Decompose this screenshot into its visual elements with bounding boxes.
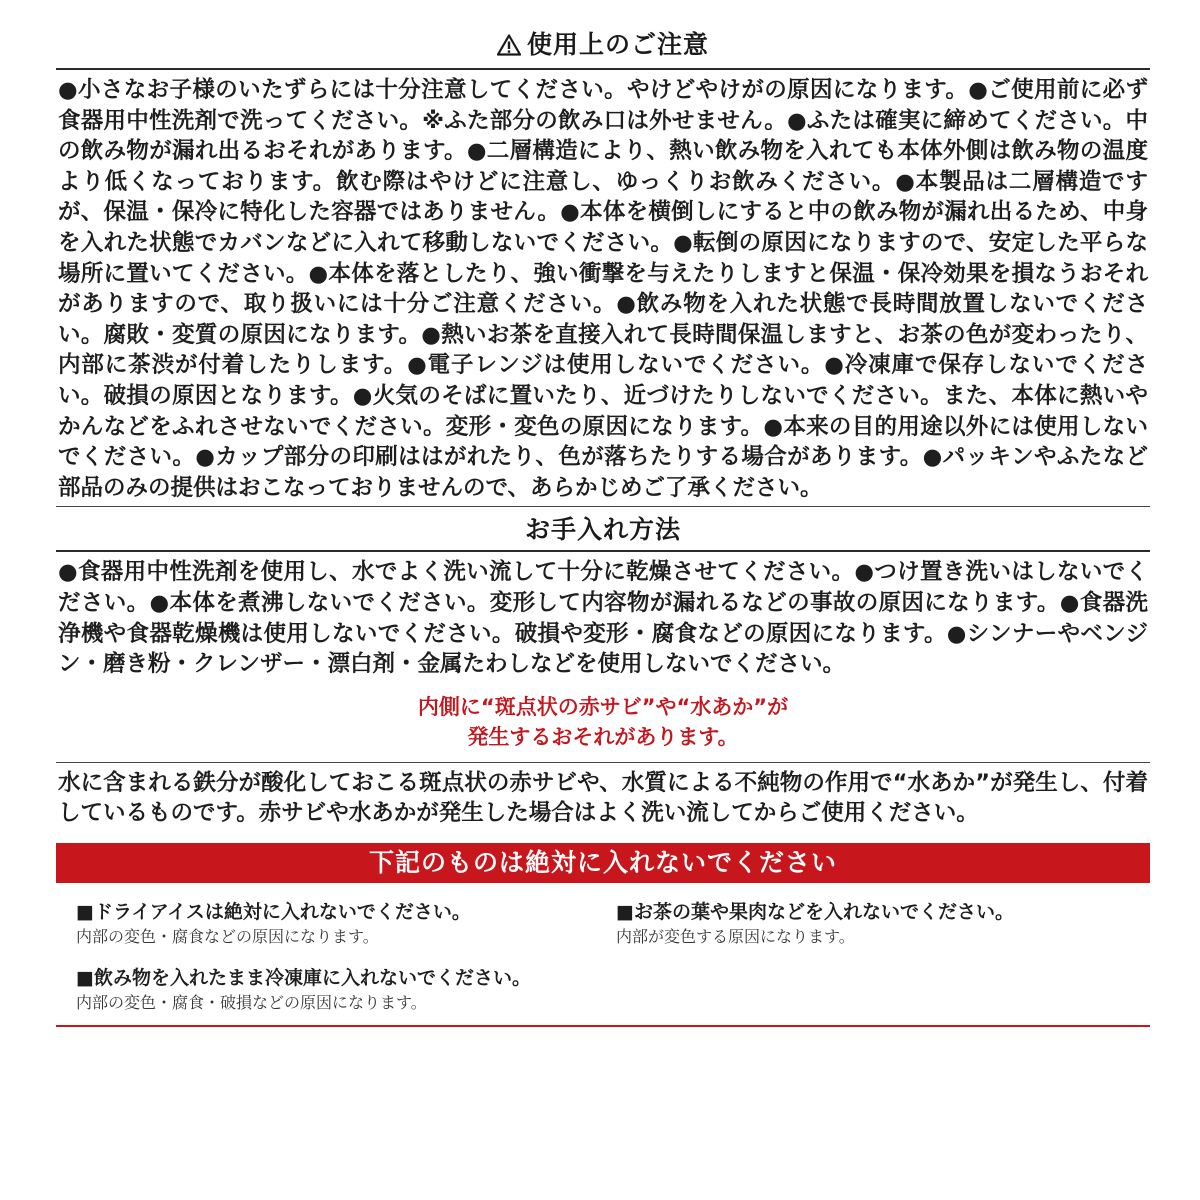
- warning-triangle-icon: [497, 31, 521, 65]
- prohibited-item: [76, 899, 616, 949]
- rust-warning-note: [56, 692, 1150, 752]
- prohibited-item: [616, 899, 1136, 949]
- divider: [56, 550, 1150, 552]
- divider: [56, 68, 1150, 70]
- caution-heading: [56, 0, 1150, 65]
- rust-warning-line-1: 内側に“斑点状の赤サビ”や“水あか”が: [417, 694, 789, 719]
- prohibited-item-reason: 内部が変色する原因になります。: [616, 926, 855, 946]
- prohibited-items: [56, 883, 1150, 1015]
- rust-explanation: 水に含まれる鉄分が酸化しておこる斑点状の赤サビや、水質による不純物の作用で“水あか”が発生し、付着しているものです。赤サビや水あかが発生した場合はよく洗い流してからご使用ください。: [58, 769, 1148, 827]
- rust-warning-line-2: 発生するおそれがあります。: [467, 724, 739, 749]
- divider: [56, 762, 1150, 763]
- prohibited-item-reason: 内部の変色・腐食・破損などの原因になります。: [76, 992, 427, 1012]
- prohibited-item-reason: 内部の変色・腐食などの原因になります。: [76, 926, 379, 946]
- prohibited-item-head: ■飲み物を入れたまま冷凍庫に入れないでください。: [76, 966, 531, 989]
- prohibited-item: [76, 965, 616, 1015]
- divider: [56, 506, 1150, 507]
- care-body: ●食器用中性洗剤を使用し、水でよく洗い流して十分に乾燥させてください。●つけ置き洗いはしないでください。●本体を煮沸しないでください。変形して内容物が漏れるなどの事故の原因になります。●食器洗浄機や食器乾燥機は使用しないでください。破損や変形・腐食などの原因になります。●シンナーやベンジン・磨き粉・クレンザー・漂白剤・金属たわしなどを使用しないでください。: [58, 559, 1148, 678]
- prohibited-item-head: ■ドライアイスは絶対に入れないでください。: [76, 900, 471, 923]
- caution-body: ●小さなお子様のいたずらには十分注意してください。やけどやけがの原因になります。●ご使用前に必ず食器用中性洗剤で洗ってください。※ふた部分の飲み口は外せません。●ふたは確実に締めてください。中の飲み物が漏れ出るおそれがあります。●二層構造により、熱い飲み物を入れても本体外側は飲み物の温度より低くなっております。飲む際はやけどに注意し、ゆっくりお飲みください。●本製品は二層構造ですが、保温・保冷に特化した容器ではありません。●本体を横倒しにすると中の飲み物が漏れ出るため、中身を入れた状態でカバンなどに入れて移動しないでください。●転倒の原因になりますので、安定した平らな場所に置いてください。●本体を落としたり、強い衝撃を与えたりしますと保温・保冷効果を損なうおそれがありますので、取り扱いには十分ご注意ください。●飲み物を入れた状態で長時間放置しないでください。腐敗・変質の原因になります。●熱いお茶を直接入れて長時間保温しますと、お茶の色が変わったり、内部に茶渋が付着したりします。●電子レンジは使用しないでください。●冷凍庫で保存しないでください。破損の原因となります。●火気のそばに置いたり、近づけたりしないでください。また、本体に熱いやかんなどをふれさせないでください。変形・変色の原因になります。●本来の目的用途以外には使用しないでください。●カップ部分の印刷ははがれたり、色が落ちたりする場合があります。●パッキンやふたなど部品のみの提供はおこなっておりませんので、あらかじめご了承ください。: [58, 77, 1148, 501]
- prohibited-banner: 下記のものは絶対に入れないでください: [56, 843, 1150, 883]
- caution-title: 使用上のご注意: [526, 30, 709, 59]
- prohibited-item-head: ■お茶の葉や果肉などを入れないでください。: [616, 900, 1014, 923]
- prohibited-section: [56, 843, 1150, 1027]
- care-title: お手入れ方法: [524, 515, 681, 545]
